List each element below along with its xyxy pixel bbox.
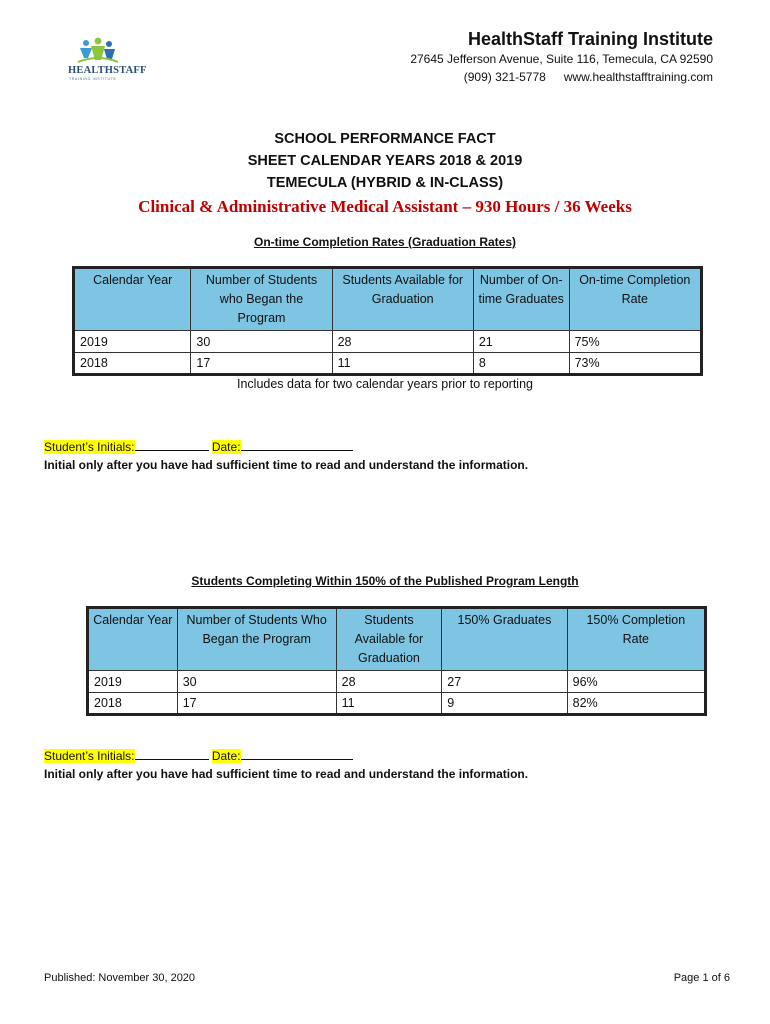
table-row bbox=[74, 353, 702, 375]
table-cell: 82% bbox=[567, 693, 705, 715]
column-header: Number of Students Who Began the Program bbox=[177, 608, 336, 671]
published-date: Published: November 30, 2020 bbox=[44, 972, 196, 984]
table-cell: 28 bbox=[336, 671, 442, 693]
completion-section-title: On-time Completion Rates (Graduation Rates) bbox=[253, 235, 517, 249]
date-label: Date: bbox=[211, 440, 241, 454]
table-cell: 2019 bbox=[74, 331, 191, 353]
table-cell: 11 bbox=[332, 353, 473, 375]
table-cell: 96% bbox=[567, 671, 705, 693]
column-header: Calendar Year bbox=[74, 268, 191, 331]
initials-field[interactable] bbox=[135, 749, 209, 760]
table-cell: 2019 bbox=[88, 671, 178, 693]
column-header: Calendar Year bbox=[88, 608, 178, 671]
initials-instruction: Initial only after you have had sufficient time to read and understand the information. bbox=[44, 767, 529, 781]
table-row bbox=[74, 331, 702, 353]
table-row bbox=[88, 671, 706, 693]
completion-rates-table bbox=[72, 266, 703, 376]
title-line-2: SHEET CALENDAR YEARS 2018 & 2019 bbox=[247, 153, 523, 169]
table-cell: 11 bbox=[336, 693, 442, 715]
table-cell: 30 bbox=[177, 671, 336, 693]
table-cell: 73% bbox=[569, 353, 701, 375]
table-header-row bbox=[88, 608, 706, 671]
organization-header bbox=[410, 28, 713, 86]
initials-label: Student’s Initials: bbox=[44, 440, 135, 454]
title-line-3: TEMECULA (HYBRID & IN-CLASS) bbox=[266, 175, 504, 191]
within-150-table bbox=[86, 606, 707, 716]
people-figures-icon bbox=[64, 36, 136, 66]
initials-field[interactable] bbox=[135, 440, 209, 451]
table-row bbox=[88, 693, 706, 715]
table-cell: 9 bbox=[442, 693, 567, 715]
table-cell: 75% bbox=[569, 331, 701, 353]
date-field[interactable] bbox=[241, 749, 353, 760]
column-header: 150% Graduates bbox=[442, 608, 567, 671]
column-header: 150% Completion Rate bbox=[567, 608, 705, 671]
table-cell: 27 bbox=[442, 671, 567, 693]
table-cell: 8 bbox=[473, 353, 569, 375]
organization-website: www.healthstafftraining.com bbox=[563, 70, 713, 84]
initials-block-2 bbox=[44, 747, 528, 783]
table-cell: 2018 bbox=[88, 693, 178, 715]
within-150-section-title: Students Completing Within 150% of the Published Program Length bbox=[191, 574, 579, 588]
column-header: Number of On-time Graduates bbox=[473, 268, 569, 331]
program-title: Clinical & Administrative Medical Assistant – 930 Hours / 36 Weeks bbox=[138, 197, 632, 216]
table-cell: 17 bbox=[177, 693, 336, 715]
date-label: Date: bbox=[211, 749, 241, 763]
organization-contact bbox=[410, 68, 713, 86]
initials-label: Student’s Initials: bbox=[44, 749, 135, 763]
table-cell: 28 bbox=[332, 331, 473, 353]
table-cell: 30 bbox=[191, 331, 332, 353]
table-header-row bbox=[74, 268, 702, 331]
initials-instruction: Initial only after you have had sufficient time to read and understand the information. bbox=[44, 458, 529, 472]
column-header: On-time Completion Rate bbox=[569, 268, 701, 331]
date-field[interactable] bbox=[241, 440, 353, 451]
table-cell: 21 bbox=[473, 331, 569, 353]
organization-name: HealthStaff Training Institute bbox=[467, 29, 713, 49]
healthstaff-logo bbox=[64, 36, 147, 86]
organization-address: 27645 Jefferson Avenue, Suite 116, Temecula, CA 92590 bbox=[410, 52, 713, 66]
organization-phone: (909) 321-5778 bbox=[463, 70, 546, 84]
page-number: Page 1 of 6 bbox=[673, 972, 730, 984]
document-title bbox=[0, 128, 770, 220]
column-header: Students Available for Graduation bbox=[332, 268, 473, 331]
table-cell: 2018 bbox=[74, 353, 191, 375]
table-cell: 17 bbox=[191, 353, 332, 375]
table-footnote: Includes data for two calendar years prior to reporting bbox=[237, 377, 533, 391]
logo-wordmark: HEALTHSTAFF bbox=[68, 65, 147, 76]
logo-tagline: TRAINING INSTITUTE bbox=[69, 77, 117, 81]
column-header: Students Available for Graduation bbox=[336, 608, 442, 671]
column-header: Number of Students who Began the Program bbox=[191, 268, 332, 331]
title-line-1: SCHOOL PERFORMANCE FACT bbox=[274, 131, 496, 147]
initials-block-1 bbox=[44, 438, 528, 474]
